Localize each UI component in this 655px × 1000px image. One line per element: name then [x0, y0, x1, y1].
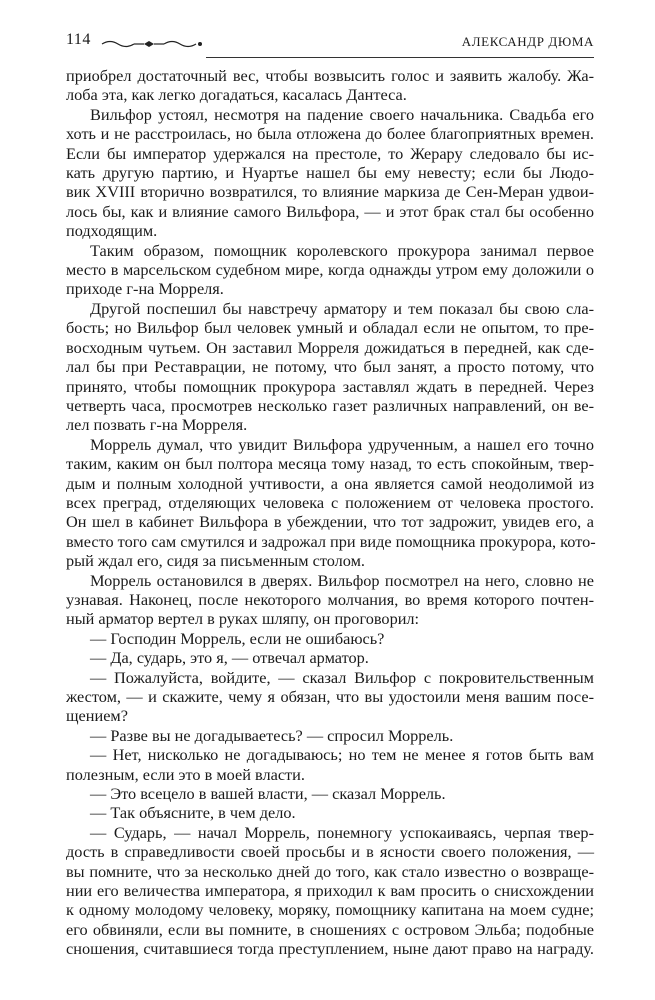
page-header: [66, 26, 594, 60]
text-line: — Так объясните, в чем дело.: [90, 803, 296, 823]
text-line: приобрел достаточный вес, чтобы возвысить голос и заявить жалобу. Жа-: [66, 66, 594, 85]
paragraph: [66, 784, 594, 803]
text-line: — Сударь, — начал Моррель, понемногу успокаиваясь, черпая твер-: [90, 822, 594, 842]
text-line: бость; но Вильфор был человек умный и обладал если не опытом, то пре-: [66, 318, 594, 338]
text-line: сношения, считавшиеся тогда преступлением, ныне дают право на награду.: [66, 939, 594, 959]
paragraph: [66, 66, 594, 105]
text-line: Если бы император удержался на престоле, то Жерару следовало бы ис-: [66, 143, 594, 163]
text-line: Таким образом, помощник королевского прокурора занимал первое: [90, 240, 594, 260]
text-line: жестом, — и скажите, чему я обязан, что вы удостоили меня вашим посе-: [66, 687, 594, 706]
text-line: Моррель думал, что увидит Вильфора удрученным, а нашел его точно: [90, 434, 594, 454]
text-line: кать другую партию, и Нуартье нашел бы ему невесту; если бы Людо-: [66, 163, 594, 183]
text-line: вик XVIII вторично возвратился, то влияние маркиза де Сен-Меран удвои-: [66, 182, 594, 202]
text-line: вместо того сам смутился и задрожал при виде помощника прокурора, кото-: [66, 531, 596, 551]
text-line: принято, чтобы помощник прокурора заставлял ждать в передней. Через: [66, 376, 594, 396]
text-line: приходе г-на Морреля.: [66, 279, 224, 299]
text-line: всех преград, отделяющих человека с положением от человека простого.: [66, 492, 594, 512]
paragraph: [66, 648, 594, 667]
paragraph: [66, 745, 594, 784]
text-line: восходным чутьем. Он заставил Морреля дожидаться в передней, как сде-: [66, 337, 594, 357]
ornament-flourish-icon: [100, 39, 208, 49]
paragraph: [66, 668, 594, 726]
text-line: рый ждал его, сидя за письменным столом.: [66, 551, 365, 571]
text-line: щением?: [66, 706, 128, 726]
paragraph: [66, 823, 594, 959]
text-line: лал бы при Реставрации, не потому, что был занят, а просто потому, что: [66, 357, 594, 377]
text-line: лось бы, как и влияние самого Вильфора, — и этот брак стал бы особенно: [66, 201, 594, 221]
paragraph: [66, 803, 594, 822]
paragraph: [66, 726, 594, 745]
text-line: — Пожалуйста, войдите, — сказал Вильфор с покровительственным: [90, 667, 594, 687]
text-line: таким, каким он был полтора месяца тому назад, то есть спокойным, твер-: [66, 454, 594, 474]
text-line: дость в справедливости своей просьбы и в ясности своего положения, —: [66, 842, 594, 862]
text-line: к одному молодому человеку, моряку, помощнику капитана на моем судне;: [66, 900, 594, 920]
text-line: лоба эта, как легко догадаться, касалась Дантеса.: [66, 85, 407, 105]
paragraph: [66, 299, 594, 435]
running-head-author: АЛЕКСАНДР ДЮМА: [461, 34, 594, 49]
page-body: [66, 66, 594, 959]
text-line: — Это всецело в вашей власти, — сказал Моррель.: [90, 784, 446, 804]
text-line: нии его величества императора, я приходил к вам просить о снисхождении: [66, 881, 594, 901]
paragraph: [66, 629, 594, 648]
text-line: Он шел в кабинет Вильфора в убеждении, что тот задрожит, увидев его, а: [66, 512, 594, 532]
text-line: лел позвать г-на Морреля.: [66, 415, 248, 435]
text-line: место в марсельском судебном мире, когда однажды утром ему доложили о: [66, 260, 594, 280]
paragraph: [66, 105, 594, 241]
text-line: Другой поспешил бы навстречу арматору и тем показал бы свою сла-: [90, 298, 594, 318]
text-line: его обвиняли, если вы помните, в сношениях с островом Эльба; подобные: [66, 919, 594, 939]
text-line: узнавая. Наконец, после некоторого молчания, во время которого почтен-: [66, 589, 594, 609]
paragraph: [66, 571, 594, 629]
header-rule: [206, 57, 594, 58]
text-line: четверть часа, просмотрев несколько газет различных направлений, он ве-: [66, 395, 594, 415]
text-line: подходящим.: [66, 221, 158, 241]
paragraph: [66, 435, 594, 571]
text-line: — Да, сударь, это я, — отвечал арматор.: [90, 648, 369, 668]
text-line: хоть и не расстроилась, но была отложена до более благоприятных времен.: [66, 124, 594, 144]
page-number: 114: [66, 31, 91, 48]
text-line: ный арматор вертел в руках шляпу, он проговорил:: [66, 609, 420, 629]
text-line: полезным, если это в моей власти.: [66, 764, 305, 784]
text-line: — Господин Моррель, если не ошибаюсь?: [90, 628, 385, 648]
text-line: Моррель остановился в дверях. Вильфор посмотрел на него, словно не: [90, 570, 594, 590]
text-line: — Разве вы не догадываетесь? — спросил Моррель.: [90, 725, 454, 745]
text-line: — Нет, нисколько не догадываюсь; но тем не менее я готов быть вам: [90, 745, 594, 765]
paragraph: [66, 241, 594, 299]
text-line: Вильфор устоял, несмотря на падение своего начальника. Свадьба его: [90, 104, 594, 124]
text-line: вы помните, что за несколько дней до того, как стало известно о возвраще-: [66, 861, 594, 881]
text-line: дым и полным холодной учтивости, а она является самой неодолимой из: [66, 473, 594, 493]
